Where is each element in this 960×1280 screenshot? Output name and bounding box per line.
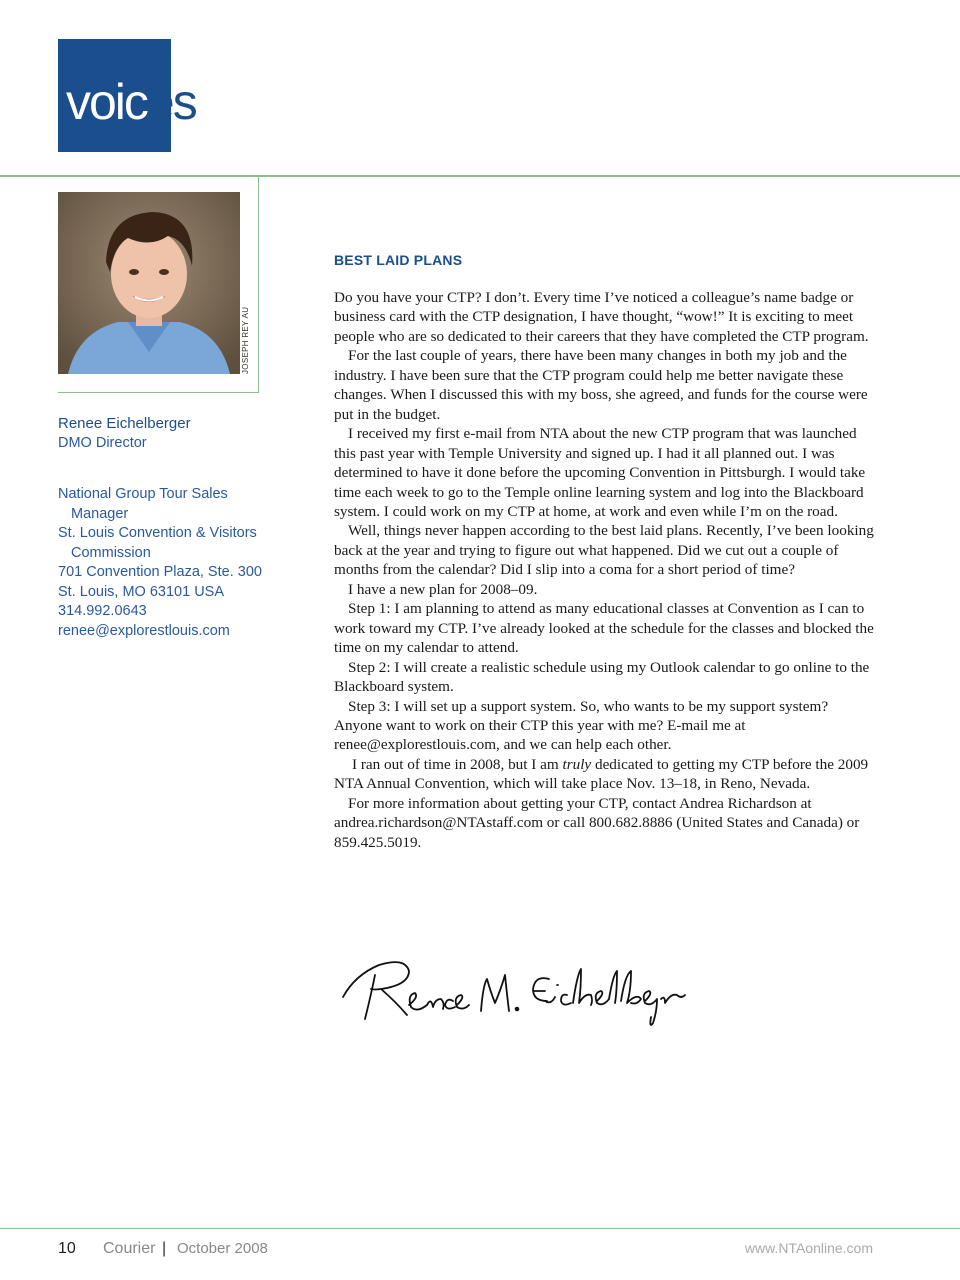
contact-email: renee@explorestlouis.com — [58, 622, 230, 639]
contact-line: Manager — [71, 505, 129, 522]
photo-frame-bottom — [58, 392, 259, 393]
footer-separator: | — [162, 1240, 167, 1257]
contact-line: St. Louis Convention & Visitors — [58, 525, 257, 541]
text-run: dedicated to getting my CTP before the 2009 NTA Annual Convention, which will take place Nov. 13–18, in Reno, Nevada. — [334, 755, 869, 793]
article-body — [334, 288, 874, 852]
article-paragraph: Do you have your CTP? I don’t. Every time I’ve noticed a colleague’s name badge or business card with the CTP designation, I have thought, “wow!” It is exciting to meet people who are so dedicated to their careers that they have completed the CTP program. — [334, 289, 869, 345]
author-contact — [58, 485, 262, 641]
contact-address: 701 Convention Plaza, Ste. 300 — [58, 564, 262, 580]
author-name: Renee Eichelberger — [58, 415, 191, 432]
header-divider — [0, 175, 960, 177]
author-title: DMO Director — [58, 435, 147, 451]
article-paragraph: I have a new plan for 2008–09. — [348, 580, 538, 598]
author-photo — [58, 192, 240, 374]
contact-city: St. Louis, MO 63101 USA — [58, 583, 225, 600]
article-paragraph — [334, 755, 874, 794]
contact-line: National Group Tour Sales — [58, 486, 228, 502]
article-paragraph: For the last couple of years, there have been many changes in both my job and the industry. I have been sure that the CTP program could help me better navigate these changes. When I discussed this with my boss, she agreed, and funds for the course were put in the budget. — [334, 347, 868, 423]
footer-divider — [0, 1228, 960, 1229]
publication-name: Courier — [103, 1240, 156, 1257]
page-number: 10 — [58, 1240, 76, 1257]
article-paragraph: Step 1: I am planning to attend as many educational classes at Convention as I can to work toward my CTP. I’ve already looked at the schedule for the classes and blocked the time on my calendar to attend. — [334, 600, 874, 657]
logo-part-white: voic — [66, 74, 147, 130]
article-heading: BEST LAID PLANS — [334, 252, 463, 268]
photo-credit: JOSEPH REY AU — [241, 306, 250, 374]
author-signature — [335, 945, 695, 1040]
contact-phone: 314.992.0643 — [58, 603, 147, 619]
article-paragraph: Well, things never happen according to the best laid plans. Recently, I’ve been looking back at the year and trying to figure out what happened. Did we cut out a couple of months from the calendar? Did I slip into a coma for a short period of time? — [334, 522, 874, 579]
logo-part-blue: es — [146, 74, 196, 130]
emphasis: truly — [562, 755, 592, 773]
issue-date: October 2008 — [177, 1240, 268, 1257]
website-link[interactable]: www.NTAonline.com — [744, 1240, 873, 1256]
section-logo-text — [66, 72, 196, 132]
article-paragraph: For more information about getting your CTP, contact Andrea Richardson at andrea.richardson@NTAstaff.com or call 800.682.8886 (United States and Canada) or 859.425.5019. — [334, 794, 860, 851]
article — [334, 252, 874, 852]
article-paragraph: Step 3: I will set up a support system. So, who wants to be my support system? Anyone want to work on their CTP this year with me? E-mail me at renee@explorestlouis.com, and we can help each other. — [334, 697, 829, 754]
article-paragraph: Step 2: I will create a realistic schedule using my Outlook calendar to go online to the Blackboard system. — [334, 658, 870, 696]
text-run: I ran out of time in 2008, but I am — [352, 755, 563, 773]
contact-line: Commission — [71, 544, 151, 561]
article-paragraph: I received my first e-mail from NTA about the new CTP program that was launched this past year with Temple University and signed up. I had it all planned out. I was determined to have it done before the upcoming Convention in Pittsburgh. I would take time each week to go to the Temple online learning system and log into the Blackboard system. I could work on my CTP at home, at work and even while I’m on the road. — [334, 425, 866, 520]
photo-frame-right — [258, 177, 259, 393]
